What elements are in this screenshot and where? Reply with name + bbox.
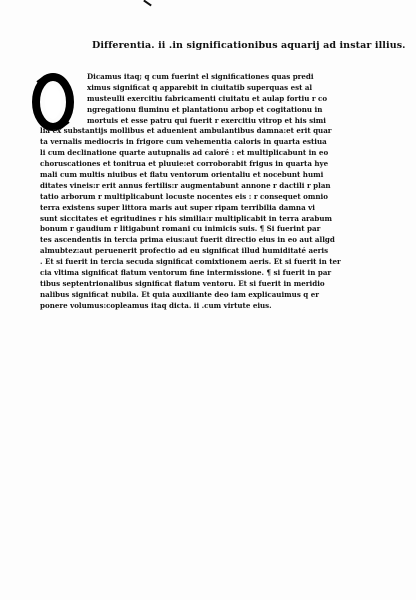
text-line: nalibus significat nubila. Et quia auxiliante deo iam explicauimus q er [40, 289, 319, 299]
text-line: ditates vineis:r erit annus fertilis:r augmentabunt annone r dactili r plan [40, 180, 331, 190]
chapter-heading: Differentia. ii .in significationibus aquarij ad instar illius. [92, 40, 406, 51]
text-line: tatio arborum r multiplicabunt locuste nocentes eis : r consequet omnio [40, 191, 328, 201]
text-line: ponere volumus:copleamus itaq dicta. ii .cum virtute eius. [40, 300, 272, 310]
text-line: almubtez:aut peruenerit profectio ad eu significat illud humiditaté aeris [40, 246, 329, 256]
text-line: li cum declinatione quarte autupnalis ad caloré : et multiplicabunt in eo [40, 148, 329, 158]
text-line: mortuis et esse patru qui fuerit r exercitiu vitrop et his simi [87, 115, 326, 125]
text-line: ta vernalis mediocris in frigore cum vehementia caloris in quarta estiua [40, 137, 327, 147]
body-text [40, 72, 412, 312]
text-line: ximus significat q apparebit in ciuitatib superquas est al [87, 82, 313, 92]
text-line: cia vltima significat flatum ventorum fine intermissione. ¶ si fuerit in par [40, 268, 332, 278]
text-line: bonum r gaudium r litigabunt romani cu inimicis suis. ¶ Si fuerint par [40, 224, 321, 234]
text-line: musteulli exercitiu fabricamenti ciuitatu et aulap fortiu r co [87, 93, 328, 103]
text-line: tes ascendentis in tercia prima eius:aut fuerit directio eius in eo aut allgd [40, 235, 335, 245]
text-line: . Et si fuerit in tercia secuda significat comixtionem aeris. Et si fuerit in ter [40, 257, 341, 267]
text-line: sunt siccitates et egritudines r his similia:r multiplicabit in terra arabum [40, 213, 333, 223]
text-line: terra existens super littora maris aut super ripam terribilia damna vi [40, 202, 315, 212]
text-line: mali cum multis niuibus et flatu ventorum orientaliu et nocebunt humi [40, 170, 324, 180]
text-line: choruscationes et tonitrua et pluuie:et corroborabit frigus in quarta hye [40, 159, 329, 169]
text-line: Dicamus itaq; q cum fuerint el significationes quas predi [87, 72, 314, 81]
text-line: lia ex substantijs mollibus et aduenient ambulantibus damna:et erit quar [40, 126, 332, 136]
ink-mark [143, 0, 152, 6]
text-line: tibus septentrionalibus significat flatum ventoru. Et si fuerit in meridio [40, 278, 325, 288]
text-line: ngregationu fluminu et plantationu arbop et cogitationu in [87, 104, 323, 114]
